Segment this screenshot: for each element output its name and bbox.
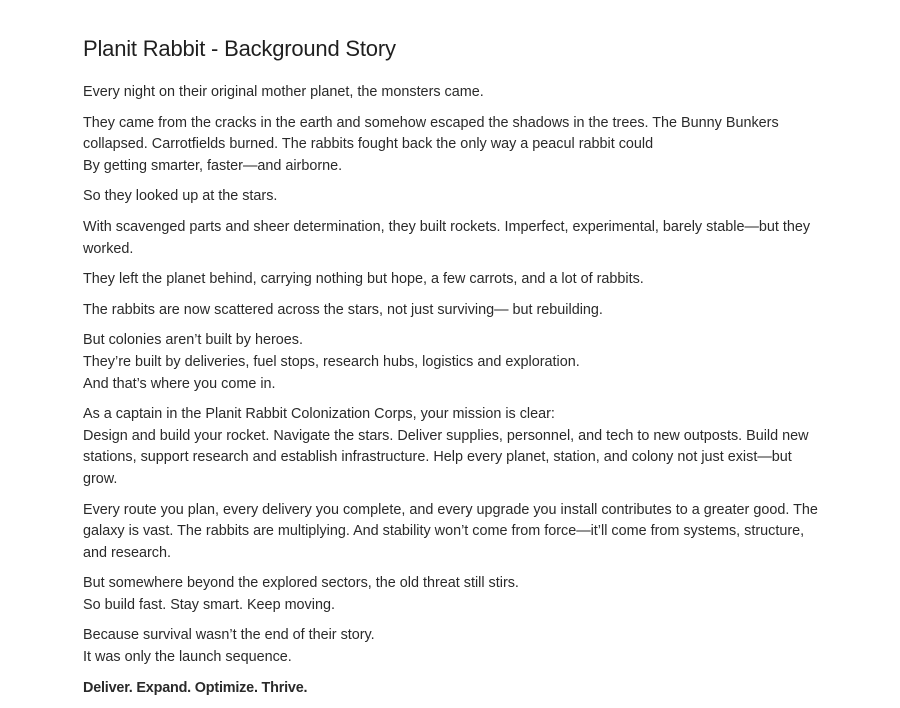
story-paragraph — [83, 113, 823, 178]
story-line: They left the planet behind, carrying nothing but hope, a few carrots, and a lot of rabbits. — [83, 271, 644, 288]
story-paragraph — [83, 186, 823, 208]
story-line: With scavenged parts and sheer determination, they built rockets. Imperfect, experimental, barely stable—but they worked. — [83, 218, 811, 257]
story-line: Every route you plan, every delivery you complete, and every upgrade you install contributes to a greater good. The galaxy is vast. The rabbits are multiplying. And stability won’t come from force—it’ll come from systems, structure, and research. — [83, 501, 818, 561]
story-line: They’re built by deliveries, fuel stops, research hubs, logistics and exploration. — [83, 353, 580, 370]
story-paragraph — [83, 217, 823, 260]
story-paragraph — [83, 330, 823, 395]
story-paragraph — [83, 82, 823, 104]
story-line: It was only the launch sequence. — [83, 649, 292, 666]
story-paragraph — [83, 500, 823, 565]
story-paragraph — [83, 269, 823, 291]
story-line: But colonies aren’t built by heroes. — [83, 332, 303, 349]
story-paragraph — [83, 300, 823, 322]
story-line: And that’s where you come in. — [83, 375, 276, 392]
page-title: Planit Rabbit - Background Story — [83, 36, 396, 61]
story-paragraph — [83, 625, 823, 668]
story-line: So they looked up at the stars. — [83, 188, 278, 205]
story-line: By getting smarter, faster—and airborne. — [83, 157, 343, 174]
story-line: But somewhere beyond the explored sectors, the old threat still stirs. — [83, 575, 519, 592]
story-line: Design and build your rocket. Navigate the stars. Deliver supplies, personnel, and tech to new outposts. Build new stations, support research and establish infrastructure. Help every planet, station, and colony not just exist—but grow. — [83, 427, 809, 487]
story-line: Because survival wasn’t the end of their story. — [83, 627, 375, 644]
story-line: So build fast. Stay smart. Keep moving. — [83, 596, 335, 613]
story-line: They came from the cracks in the earth and somehow escaped the shadows in the trees. The Bunny Bunkers collapsed. Carrotfields burned. The rabbits fought back the only way a peacul rabbit could — [83, 114, 779, 153]
story-line: Every night on their original mother planet, the monsters came. — [83, 84, 484, 100]
story-paragraph — [83, 404, 823, 490]
story-line: The rabbits are now scattered across the stars, not just surviving— but rebuilding. — [83, 301, 603, 318]
story-document — [83, 34, 823, 708]
story-line: As a captain in the Planit Rabbit Colonization Corps, your mission is clear: — [83, 406, 555, 423]
story-paragraph — [83, 573, 823, 616]
closing-tagline: Deliver. Expand. Optimize. Thrive. — [83, 679, 308, 696]
